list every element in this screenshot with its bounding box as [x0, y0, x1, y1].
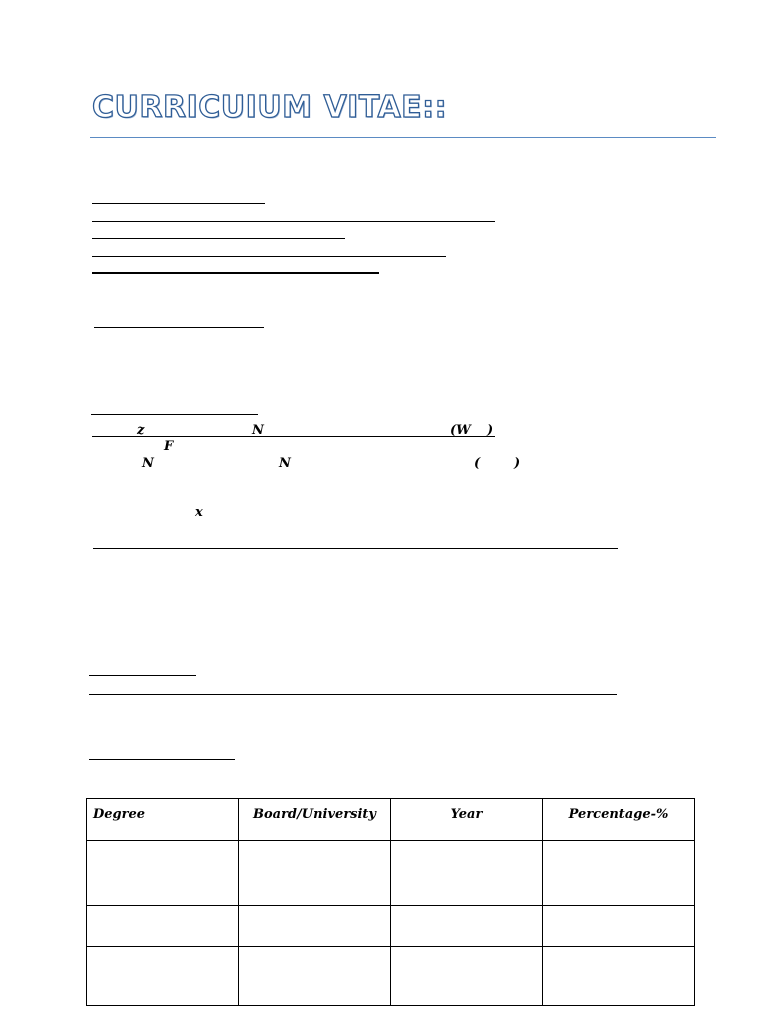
rule-line	[92, 221, 495, 222]
rule-line	[89, 675, 196, 676]
rule-line	[92, 272, 379, 274]
table-cell	[239, 841, 391, 906]
text-fragment: N	[279, 456, 291, 471]
table-cell	[391, 906, 543, 947]
rule-line	[94, 327, 264, 328]
table-cell	[543, 947, 695, 1006]
header-year: Year	[391, 799, 543, 841]
table-cell	[87, 947, 239, 1006]
text-fragment: (W	[450, 423, 471, 438]
table-cell	[391, 947, 543, 1006]
text-fragment: F	[164, 439, 174, 454]
table-cell	[543, 906, 695, 947]
table-row	[87, 906, 695, 947]
table-cell	[87, 906, 239, 947]
rule-line	[92, 238, 345, 239]
header-percentage: Percentage-%	[543, 799, 695, 841]
text-fragment: x	[195, 505, 203, 520]
education-table	[86, 798, 695, 1006]
text-fragment: (	[474, 456, 481, 471]
rule-line	[89, 759, 235, 760]
text-fragment: )	[487, 423, 494, 438]
table-row	[87, 841, 695, 906]
table-cell	[239, 906, 391, 947]
table-cell	[239, 947, 391, 1006]
cv-title: CURRICUIUM VITAE::	[92, 90, 448, 125]
text-fragment: N	[252, 423, 264, 438]
table-cell	[87, 841, 239, 906]
table-cell	[391, 841, 543, 906]
text-fragment: z	[137, 423, 145, 438]
header-degree: Degree	[87, 799, 239, 841]
table-cell	[543, 841, 695, 906]
rule-line	[92, 436, 495, 437]
rule-line	[93, 548, 618, 549]
title-underline	[90, 137, 716, 138]
text-fragment: N	[142, 456, 154, 471]
table-header-row	[87, 799, 695, 841]
rule-line	[92, 256, 446, 257]
header-board-university: Board/University	[239, 799, 391, 841]
text-fragment: )	[514, 456, 521, 471]
table-row	[87, 947, 695, 1006]
rule-line	[92, 203, 265, 204]
rule-line	[91, 414, 258, 415]
rule-line	[89, 694, 617, 695]
